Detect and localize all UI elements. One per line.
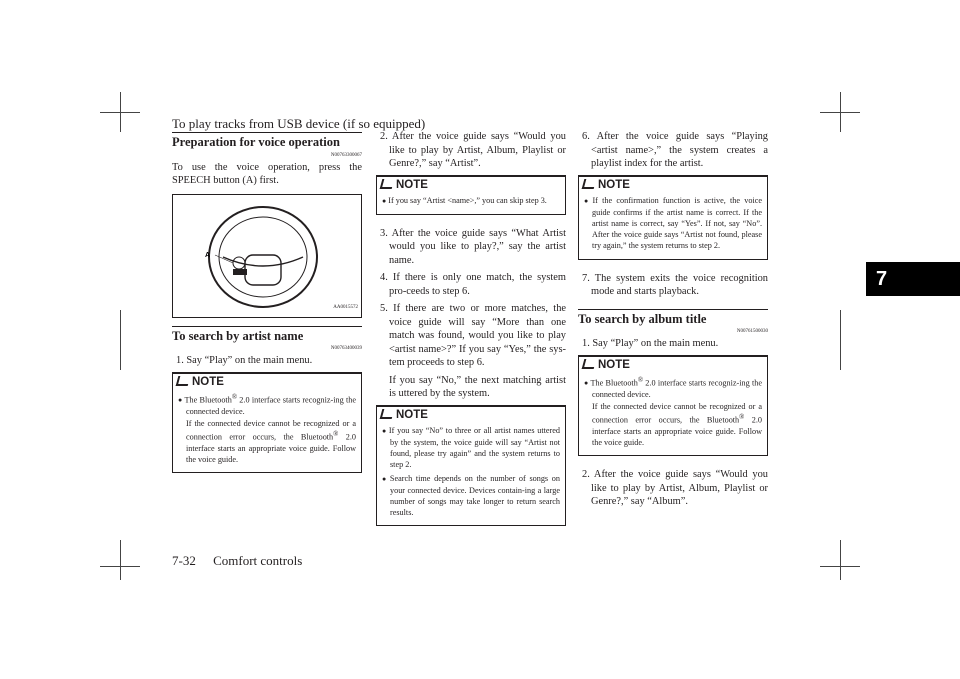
section-code: N00763300067: [330, 152, 362, 158]
step: 2. After the voice guide says “Would you like to play by Artist, Album, Playlist or Genre?,” say “Artist”.: [380, 131, 566, 169]
note-title: NOTE: [376, 405, 566, 423]
crop-mark: [120, 310, 121, 370]
page-number: 7-32: [172, 553, 196, 568]
figure-callout: A: [205, 251, 211, 259]
note-box: [578, 355, 768, 457]
step: 1. Say “Play” on the main menu.: [582, 338, 719, 350]
section-heading: To search by artist name: [172, 326, 362, 344]
check-icon: [582, 359, 597, 369]
note-title: NOTE: [172, 372, 362, 390]
note-bullet: ● Search time depends on the number of songs on your connected device. Devices contain-ing a large number of songs may take longer to return search results.: [382, 473, 560, 519]
step: 6. After the voice guide says “Playing <artist name>,” the system creates a playlist index for the artist.: [582, 131, 768, 169]
note-box: [578, 175, 768, 260]
page-footer: [172, 553, 316, 569]
step: 7. The system exits the voice recognition mode and starts playback.: [582, 272, 768, 298]
note-title: NOTE: [578, 175, 768, 193]
section-code: N00763400039: [330, 346, 362, 351]
step: 3. After the voice guide says “What Artist would you like to play?,” say the artist name.: [380, 227, 566, 266]
chapter-tab: 7: [866, 262, 960, 296]
note-box: [376, 405, 566, 527]
crop-mark: [820, 566, 860, 567]
page-header: To play tracks from USB device (if so equipped): [172, 116, 426, 131]
note-title: NOTE: [578, 355, 768, 373]
note-bullet: ● If the confirmation function is active, the voice guide confirms if the artist name is correct. If the artist name is correct, say “Yes”. If not, say “No”. After the voice guide says “Artist not found, please try again,” the system returns to step 2.: [584, 195, 762, 252]
column-3: [578, 128, 768, 513]
check-icon: [380, 409, 395, 419]
check-icon: [176, 376, 191, 386]
step-continuation: If you say “No,” the next matching artist is uttered by the system.: [389, 374, 566, 400]
column-1: [172, 128, 362, 479]
figure-id: AA0015572: [333, 305, 358, 310]
step: 5. If there are two or more matches, the voice guide will say “More than one match was found, would you like to play <artist name>?” If you say “Yes,” the sys-tem proceeds to step 6.: [380, 303, 566, 369]
note-bullet: ● If you say “No” to three or all artist names uttered by the system, the voice guide will say “Artist not found, please try again” and the system returns to step 2.: [382, 425, 560, 471]
step: 2. After the voice guide says “Would you like to play by Artist, Album, Playlist or Genre?,” say “Album”.: [582, 469, 768, 508]
check-icon: [380, 179, 395, 189]
steering-wheel-figure: [172, 194, 362, 318]
crop-mark: [100, 112, 140, 113]
section-heading: To search by album title: [578, 309, 768, 327]
note-bullet: ● The Bluetooth® 2.0 interface starts recogniz-ing the connected device. If the connected device cannot be recognized or a connection error occurs, the Bluetooth® 2.0 interface starts an appropriate voice guide. Follow the voice guide.: [178, 392, 356, 466]
crop-mark: [100, 566, 140, 567]
note-box: [376, 175, 566, 215]
crop-mark: [840, 310, 841, 370]
note-title: NOTE: [376, 175, 566, 193]
note-box: [172, 372, 362, 474]
crop-mark: [820, 112, 860, 113]
intro-text: To use the voice operation, press the SPEECH button (A) first.: [172, 161, 362, 186]
step: 4. If there is only one match, the system pro-ceeds to step 6.: [380, 272, 566, 297]
section-heading: Preparation for voice operation: [172, 132, 362, 150]
crop-mark: [840, 540, 841, 580]
column-2: [376, 128, 566, 532]
crop-mark: [120, 540, 121, 580]
section-code: N00761500030: [736, 329, 768, 335]
section-name: Comfort controls: [213, 553, 303, 568]
note-bullet: ● If you say “Artist <name>,” you can skip step 3.: [382, 195, 560, 207]
check-icon: [582, 179, 597, 189]
step: 1. Say “Play” on the main menu.: [176, 355, 313, 366]
note-bullet: ● The Bluetooth® 2.0 interface starts recogniz-ing the connected device. If the connected device cannot be recognized or a connection error occurs, the Bluetooth® 2.0 interface starts an appropriate voice guide. Follow the voice guide.: [584, 375, 762, 449]
steering-wheel-icon: [173, 195, 361, 317]
